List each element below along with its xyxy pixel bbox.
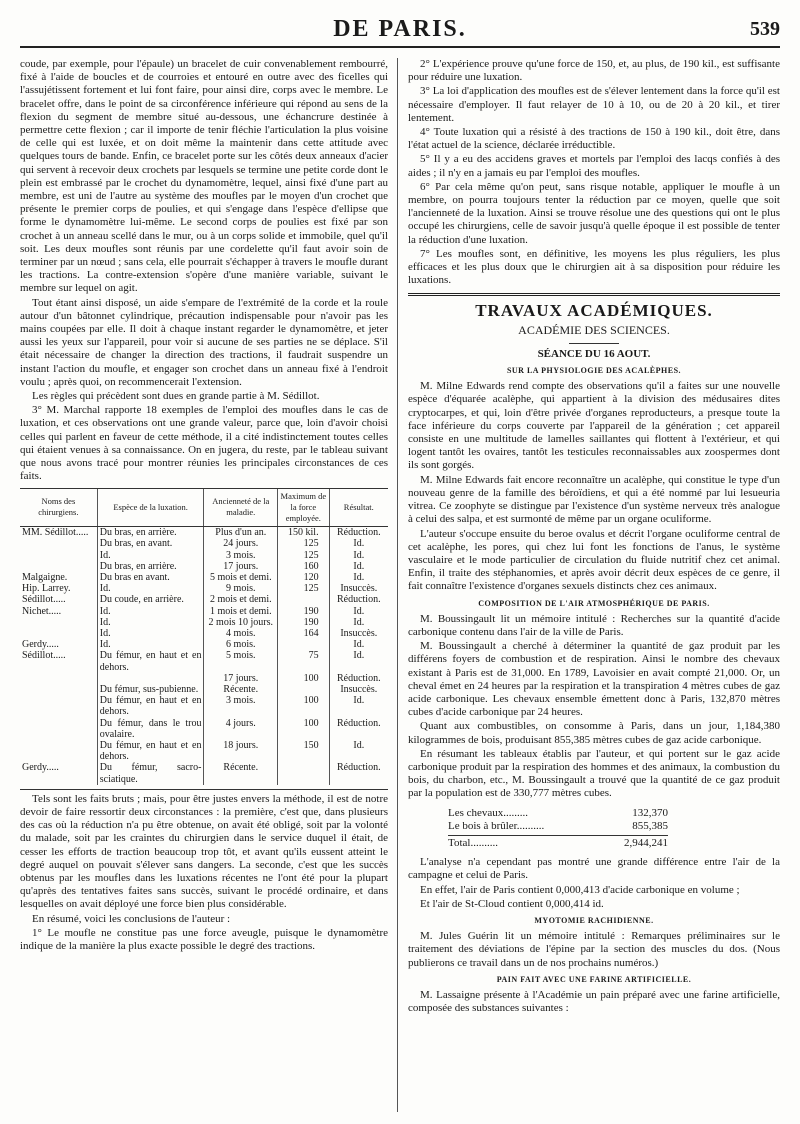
table-cell: Réduction.: [329, 718, 388, 740]
paragraph: Les règles qui précèdent sont dues en grande partie à M. Sédillot.: [32, 390, 320, 403]
table-cell: Id.: [329, 639, 388, 650]
table-row: [20, 650, 388, 672]
table-cell: Du fémur, sacro-sciatique.: [97, 762, 204, 784]
table-cell: Insuccès.: [329, 583, 388, 594]
column-header: Maximum de la force employée.: [278, 488, 330, 527]
table-cell: [20, 538, 97, 549]
table-cell: 6 mois.: [204, 639, 278, 650]
cases-table: [20, 488, 388, 785]
table-cell: Réduction.: [329, 594, 388, 605]
table-row: [20, 740, 388, 762]
table-cell: 100: [278, 673, 330, 684]
table-cell: Du fémur, en haut et en dehors.: [97, 650, 204, 672]
paragraph: Et l'air de St-Cloud contient 0,000,414 id.: [420, 897, 604, 910]
table-cell: [20, 695, 97, 717]
left-column: [20, 58, 388, 1112]
sum-value: 132,370: [632, 806, 668, 819]
table-cell: Du bras, en arrière.: [97, 561, 204, 572]
table-cell: Id.: [97, 617, 204, 628]
table-cell: 190: [278, 617, 330, 628]
table-cell: 190: [278, 606, 330, 617]
paragraph: Tout étant ainsi disposé, un aide s'empare de l'extrémité de la corde et la roule autour d'un bâtonnet cylindrique, précaution indispensable pour n'avoir pas les mains coupées par elle. Il doit à chaque instant regarder le dynamomètre, et jeter aussi les yeux sur l'appareil, pour voir si aucune de ses parties ne se déplace. S'il était nécessaire de changer la direction des tractions, il faudrait suspendre un instant l'action du moufle, et engager son crochet dans un anneau fixé à l'endroit voulu ; après quoi, on recommencerait l'extension.: [20, 296, 388, 388]
table-cell: Gerdy.....: [22, 639, 59, 651]
table-cell: [97, 673, 204, 684]
sum-label: Les chevaux.........: [448, 806, 529, 819]
paragraph: En résumant les tableaux établis par l'auteur, et qui portent sur le gaz acide carbonique produit par la respiration des hommes et des animaux, la combustion du bois, du charbon, etc., M. Boussingault a trouvé que la quantité de ce gaz produit par la population est de 330,777 mètres cubes.: [408, 747, 780, 800]
paragraph: 7° Les moufles sont, en définitive, les moyens les plus réguliers, les plus efficaces et les plus doux que le chirurgien ait à sa disposition pour réduire les luxations.: [408, 247, 780, 287]
table-cell: Id.: [329, 617, 388, 628]
table-row: [20, 695, 388, 717]
table-cell: Id.: [97, 628, 204, 639]
table-cell: Récente.: [204, 762, 278, 784]
table-cell: [20, 617, 97, 628]
table-cell: 18 jours.: [204, 740, 278, 762]
paragraph: M. Milne Edwards fait encore reconnaître un acalèphe, qui constitue le type d'un nouveau genre de la famille des béroïdiens, et qui a été nommé par lui lesueuria vitrea. Ce zoophyte se distingue par l'existence d'un système nerveux très analogue à celui des salpa, et est surmonté de même par un organe oculiforme.: [408, 473, 780, 526]
table-cell: 24 jours.: [204, 538, 278, 549]
table-cell: 125: [278, 538, 330, 549]
table-cell: 3 mois.: [204, 695, 278, 717]
table-cell: Du bras en avant.: [97, 572, 204, 583]
table-row: [20, 673, 388, 684]
table-cell: 3 mois.: [204, 550, 278, 561]
table-cell: Id.: [329, 572, 388, 583]
table-cell: 100: [278, 718, 330, 740]
short-divider: [569, 343, 619, 344]
table-cell: 150 kil.: [278, 527, 330, 539]
table-cell: 125: [278, 550, 330, 561]
table-cell: 160: [278, 561, 330, 572]
table-cell: Id.: [329, 550, 388, 561]
table-cell: [20, 673, 97, 684]
table-cell: [278, 684, 330, 695]
table-row: [20, 594, 388, 605]
table-row: [20, 572, 388, 583]
table-cell: Insuccès.: [329, 628, 388, 639]
table-cell: 5 mois.: [204, 650, 278, 672]
paragraph: En résumé, voici les conclusions de l'auteur :: [32, 912, 231, 925]
sum-value: 855,385: [632, 819, 668, 832]
sum-label: Le bois à brûler..........: [448, 819, 545, 832]
table-cell: [278, 762, 330, 784]
paragraph: L'auteur s'occupe ensuite du beroe ovalus et décrit l'organe oculiforme central de cet acalèphe, les pores, qui chez lui font les fonctions de l'anus, le système vasculaire et le mode particulier de circulation du fluide nutritif chez cet animal. Enfin, il traite des stéphanomies, et après avoir décrit deux espèces de ce genre, il fait connaître l'existence d'organes sexuels distincts chez ces animaux.: [408, 527, 780, 593]
page-header: [20, 16, 780, 48]
table-row: [20, 617, 388, 628]
table-cell: [278, 639, 330, 650]
table-cell: 75: [278, 650, 330, 672]
table-cell: Du bras, en arrière.: [97, 527, 204, 539]
table-cell: Insuccès.: [329, 684, 388, 695]
paragraph: 5° Il y a eu des accidens graves et mortels par l'emploi des lacqs confiés à des aides ; il n'y en a jamais eu par l'emploi des moufles.: [408, 153, 780, 179]
co2-sum-table: [448, 807, 668, 851]
table-cell: [20, 628, 97, 639]
section-title: TRAVAUX ACADÉMIQUES.: [475, 301, 713, 321]
table-cell: Sédillot.....: [22, 650, 66, 662]
paragraph: 3° La loi d'application des moufles est de s'élever lentement dans la force qu'il est nécessaire d'employer. Il faut relayer de 10 à 10, ou de 20 à 20 kil., et tirer lentement.: [408, 85, 780, 124]
table-cell: [20, 561, 97, 572]
table-cell: Id.: [97, 550, 204, 561]
table-cell: Id.: [97, 606, 204, 617]
paragraph: 4° Toute luxation qui a résisté à des tractions de 150 à 190 kil., doit être, dans l'état actuel de la science, déclarée irréductible.: [408, 126, 780, 152]
table-cell: Id.: [329, 650, 388, 672]
table-cell: Id.: [329, 538, 388, 549]
paragraph: Quant aux combustibles, on consomme à Paris, dans un jour, 1,184,380 kilogrammes de bois, produisant 855,385 mètres cubes de gaz acide carbonique.: [408, 720, 780, 746]
column-header: Espèce de la luxation.: [97, 488, 204, 527]
table-row: [20, 762, 388, 784]
total-label: Total..........: [448, 836, 498, 849]
table-header-row: [20, 488, 388, 527]
running-title: DE PARIS.: [333, 16, 467, 42]
table-cell: Réduction.: [329, 762, 388, 784]
column-header: Résultat.: [329, 488, 388, 527]
table-cell: Du fémur, en haut et en dehors.: [97, 695, 204, 717]
table-cell: [20, 550, 97, 561]
table-cell: Réduction.: [329, 527, 388, 539]
table-cell: Id.: [329, 740, 388, 762]
table-cell: Id.: [329, 606, 388, 617]
page-number: 539: [750, 18, 780, 40]
table-row: [20, 527, 388, 539]
table-cell: [20, 740, 97, 762]
table-row: [20, 550, 388, 561]
subheading: PAIN FAIT AVEC UNE FARINE ARTIFICIELLE.: [496, 974, 692, 984]
table-cell: [20, 718, 97, 740]
table-cell: 120: [278, 572, 330, 583]
subheading: SUR LA PHYSIOLOGIE DES ACALÈPHES.: [506, 366, 682, 376]
table-cell: 17 jours.: [204, 561, 278, 572]
table-body: [20, 527, 388, 785]
table-cell: MM. Sédillot.....: [22, 527, 89, 539]
right-column: [408, 58, 780, 1112]
table-row: [20, 606, 388, 617]
table-cell: Du coude, en arrière.: [97, 594, 204, 605]
table-cell: Id.: [97, 639, 204, 650]
table-cell: Réduction.: [329, 673, 388, 684]
paragraph: M. Jules Guérin lit un mémoire intitulé : Remarques préliminaires sur le traitement des déviations de l'épine par la section des muscles du dos. (Nous publierons ce travail dans un de nos prochains numéros.): [408, 930, 780, 969]
total-value: 2,944,241: [624, 836, 668, 849]
table-cell: [278, 594, 330, 605]
column-divider: [397, 58, 398, 1112]
paragraph: L'analyse n'a cependant pas montré une grande différence entre l'air de la campagne et celui de Paris.: [408, 856, 780, 882]
table-cell: Hip. Larrey.: [22, 583, 71, 595]
paragraph: M. Boussingault a cherché à déterminer la quantité de gaz produit par les différens foyers de combustion et de respiration. Ainsi le nombre des chevaux existant à Paris est de 31,000. En 1789, Lavoisier en avait compté 21,000. Or, un cheval émet en 24 heures par la respiration et la transpiration 4 mètres cubes de gaz acide carbonique. Les chevaux ensemble émettent donc à Paris, 132,870 mètres cubes d'acide carbonique par 24 heures.: [408, 640, 780, 719]
table-cell: Malgaigne.: [22, 571, 68, 583]
table-row: [20, 561, 388, 572]
table-row: [20, 628, 388, 639]
table-cell: Du fémur, dans le trou ovalaire.: [97, 718, 204, 740]
table-cell: 164: [278, 628, 330, 639]
table-row: [20, 684, 388, 695]
sum-total-row: [448, 835, 668, 850]
paragraph: Tels sont les faits bruts ; mais, pour être justes envers la méthode, il est de notre devoir de faire ressortir deux circonstances : la première, c'est que, dans plusieurs des cas où la réduction n'a pu être obtenue, on avait été obligé, soit par la volonté du malade, soit par les craintes du chirurgien dans le service duquel il était, de cesser les efforts de traction beaucoup trop tôt, et avant qu'ils eussent atteint le degré auquel on pouvait s'élever sans dangers. La seconde, c'est que les succès obtenus par les moufles dans les luxations récentes ne l'ont été pour la plupart qu'après des tentatives faites sans succès, suivant le procédé ordinaire, et dans lesquelles on avait déployé une force bien plus considérable.: [20, 792, 388, 911]
paragraph: 3° M. Marchal rapporte 18 exemples de l'emploi des moufles dans le cas de luxation, et ces observations ont une grande valeur, parce que, loin d'avoir choisi celles qui parlent en faveur de cette méthode, il a cité indistinctement toutes celles qui étaient venues à sa connaissance. On en jugera, du reste, par le tableau suivant que nous avons tracé pour montrer réunies les principales circonstances de ces faits.: [20, 404, 388, 483]
paragraph: 1° Le moufle ne constitue pas une force aveugle, puisque le dynamomètre indique de la manière la plus exacte possible le degré des tractions.: [20, 926, 388, 953]
sum-row: [448, 807, 668, 820]
subheading: COMPOSITION DE L'AIR ATMOSPHÉRIQUE DE PARIS.: [478, 598, 710, 608]
paragraph: 6° Par cela même qu'on peut, sans risque notable, appliquer le moufle à un membre, on pourra toujours tenter la réduction par ce moyen, quelle que soit l'ancienneté de la luxation. Ainsi se trouve résolue une des questions qui ont le plus occupé les chirurgiens, celle de savoir jusqu'à quelle époque il est possible de tenter la réduction d'une luxation.: [408, 180, 780, 246]
table-cell: 100: [278, 695, 330, 717]
paragraph: M. Boussingault lit un mémoire intitulé : Recherches sur la quantité d'acide carbonique contenu dans l'air de la ville de Paris.: [408, 612, 780, 638]
table-cell: Nichet.....: [22, 605, 62, 617]
table-cell: Du bras, en avant.: [97, 538, 204, 549]
table-cell: Plus d'un an.: [204, 527, 278, 539]
column-header: Noms des chirurgiens.: [20, 488, 97, 527]
subheading: MYOTOMIE RACHIDIENNE.: [534, 915, 654, 925]
table-cell: 1 mois et demi.: [204, 606, 278, 617]
paragraph: coude, par exemple, pour l'épaule) un bracelet de cuir convenablement rembourré, fixé à l'aide de boucles et de courroies et entouré en outre avec des ficelles qui l'assujétissent fortement et lui font faire, pour ainsi dire, corps avec le membre. Le bracelet offre, dans le point de sa circonférence inférieure qui répond au sens de la flexion du segment de membre situé au-dessous, une échancrure destinée à permettre cette flexion ; car il importe de tenir fléchie l'articulation la plus voisine de celle qui est luxée, et on doit même la maintenir dans cette attitude avec quelques tours de bande. Enfin, ce bracelet porte sur les côtés deux anneaux d'acier qui servent à recevoir deux crochets par lesquels se termine une petite corde dont le plein est embrassé par le crochet du dynamomètre, lequel, ainsi fixé d'une part au membre, est uni de l'autre au système des moufles par le moyen d'un crochet que présente le premier corps de poulies, et qui s'engage dans l'espèce d'ellipse que forme le dynamomètre lui-même. Le second corps de poulies est fixé par son crochet à un anneau scellé dans le mur, ou à un corps solide et immobile, quel qu'il soit. Les deux moufles sont réunis par une cordelette qu'il faut avoir soin de terminer par un nœud ; sans cela, elle pourrait s'échapper à travers le moufle durant les tractions. La contre-extension s'opère d'une manière variable, suivant le membre sur lequel on agit.: [20, 58, 388, 295]
table-cell: 5 mois et demi.: [204, 572, 278, 583]
table-row: [20, 538, 388, 549]
table-cell: 9 mois.: [204, 583, 278, 594]
table-cell: [20, 684, 97, 695]
paragraph: M. Milne Edwards rend compte des observations qu'il a faites sur une nouvelle espèce d'équarée acalèphe, qui appartient à la division des médusaires dites cryptocarpes, et qui, loin d'être privée d'organes reproducteurs, a presque toute la face inférieure du corps couverte par l'appareil de la génération ; cet appareil consiste en une multitude de lamelles saillantes qui flottent à l'extérieur, et qui logent tantôt les ovaires, tantôt les testicules reconnaissables aux zoospermes dont ils sont gorgés.: [408, 380, 780, 472]
table-cell: Id.: [329, 561, 388, 572]
table-cell: 4 mois.: [204, 628, 278, 639]
table-row: [20, 718, 388, 740]
table-cell: Sédillot.....: [22, 594, 66, 606]
paragraph: En effet, l'air de Paris contient 0,000,413 d'acide carbonique en volume ;: [420, 883, 740, 896]
table-cell: 4 jours.: [204, 718, 278, 740]
table-cell: Récente.: [204, 684, 278, 695]
academy-heading: ACADÉMIE DES SCIENCES.: [518, 322, 670, 337]
paragraph: M. Lassaigne présente à l'Académie un pain préparé avec une farine artificielle, composée des substances suivantes :: [408, 989, 780, 1015]
table-cell: 2 mois 10 jours.: [204, 617, 278, 628]
table-cell: 125: [278, 583, 330, 594]
column-header: Ancienneté de la maladie.: [204, 488, 278, 527]
table-row: [20, 639, 388, 650]
table-row: [20, 583, 388, 594]
table-cell: Du fémur, en haut et en dehors.: [97, 740, 204, 762]
table-cell: Du fémur, sus-pubienne.: [97, 684, 204, 695]
table-cell: 17 jours.: [204, 673, 278, 684]
table-cell: 150: [278, 740, 330, 762]
table-cell: Gerdy.....: [22, 762, 59, 774]
table-cell: 2 mois et demi.: [204, 594, 278, 605]
sum-row: [448, 820, 668, 833]
table-cell: Id.: [97, 583, 204, 594]
table-cell: Id.: [329, 695, 388, 717]
session-heading: SÉANCE DU 16 AOUT.: [537, 347, 651, 360]
paragraph: 2° L'expérience prouve qu'une force de 150, et, au plus, de 190 kil., est suffisante pour réduire une luxation.: [408, 58, 780, 84]
divider: [20, 789, 388, 790]
section-divider: [408, 293, 780, 296]
